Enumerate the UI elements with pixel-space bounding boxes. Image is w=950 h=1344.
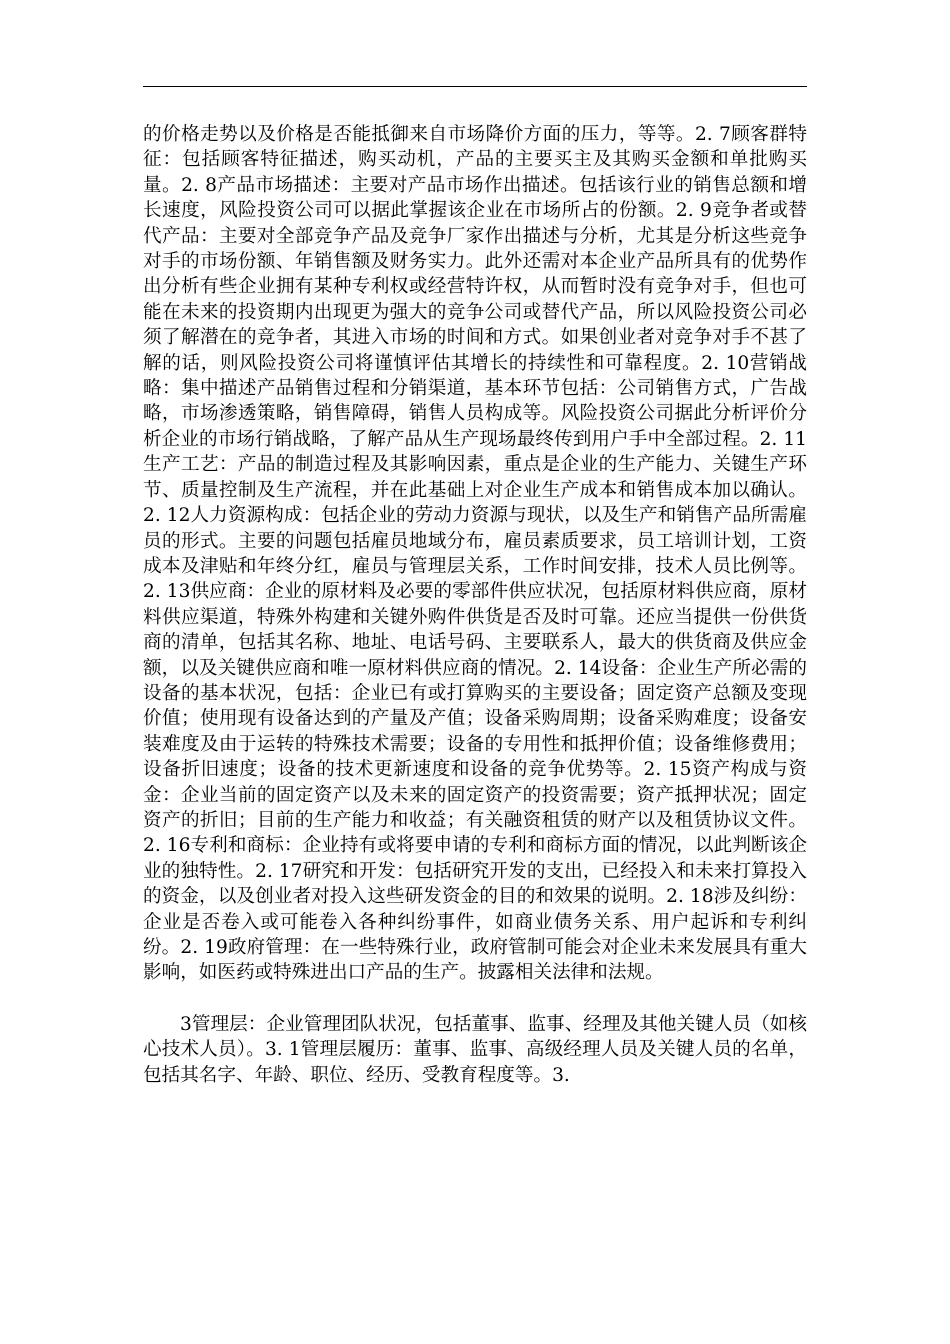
paragraph-management: 3管理层：企业管理团队状况，包括董事、监事、经理及其他关键人员（如核心技术人员）。3. 1管理层履历：董事、监事、高级经理人员及关键人员的名单，包括其名字、年龄、职位、经历、受教育程度等。3. [143,1013,807,1086]
header-rule [143,86,807,87]
document-body [143,122,807,1088]
paragraph-market-analysis: 的价格走势以及价格是否能抵御来自市场降价方面的压力，等等。2. 7顾客群特征：包括顾客特征描述，购买动机，产品的主要买主及其购买金额和单批购买量。2. 8产品市场描述：主要对产品市场作出描述。包括该行业的销售总额和增长速度，风险投资公司可以据此掌握该企业在市场所占的份额。2. 9竞争者或替代产品：主要对全部竞争产品及竞争厂家作出描述与分析，尤其是分析这些竞争对手的市场份额、年销售额及财务实力。此外还需对本企业产品所具有的优势作出分析有些企业拥有某种专利权或经营特许权，从而暂时没有竞争对手，但也可能在未来的投资期内出现更为强大的竞争公司或替代产品，所以风险投资公司必须了解潜在的竞争者，其进入市场的时间和方式。如果创业者对竞争对手不甚了解的话，则风险投资公司将谨慎评估其增长的持续性和可靠程度。2. 10营销战略：集中描述产品销售过程和分销渠道，基本环节包括：公司销售方式，广告战略，市场渗透策略，销售障碍，销售人员构成等。风险投资公司据此分析评价分析企业的市场行销战略，了解产品从生产现场最终传到用户手中全部过程。2. 11生产工艺：产品的制造过程及其影响因素，重点是企业的生产能力、关键生产环节、质量控制及生产流程，并在此基础上对企业生产成本和销售成本加以确认。2. 12人力资源构成：包括企业的劳动力资源与现状，以及生产和销售产品所需雇员的形式。主要的问题包括雇员地域分布，雇员素质要求，员工培训计划，工资成本及津贴和年终分红，雇员与管理层关系，工作时间安排，技术人员比例等。2. 13供应商：企业的原材料及必要的零部件供应状况，包括原材料供应商，原材料供应渠道，特殊外构建和关键外购件供货是否及时可靠。还应当提供一份供货商的清单，包括其名称、地址、电话号码、主要联系人，最大的供货商及供应金额，以及关键供应商和唯一原材料供应商的情况。2. 14设备：企业生产所必需的设备的基本状况，包括：企业已有或打算购买的主要设备；固定资产总额及变现价值；使用现有设备达到的产量及产值；设备采购周期；设备采购难度；设备安装难度及由于运转的特殊技术需要；设备的专用性和抵押价值；设备维修费用；设备折旧速度；设备的技术更新速度和设备的竞争优势等。2. 15资产构成与资金：企业当前的固定资产以及未来的固定资产的投资需要；资产抵押状况；固定资产的折旧；目前的生产能力和收益；有关融资租赁的财产以及租赁协议文件。2. 16专利和商标：企业持有或将要申请的专利和商标方面的情况，以此判断该企业的独特性。2. 17研究和开发：包括研究开发的支出，已经投入和未来打算投入的资金，以及创业者对投入这些研发资金的目的和效果的说明。2. 18涉及纠纷：企业是否卷入或可能卷入各种纠纷事件，如商业债务关系、用户起诉和专利纠纷。2. 19政府管理：在一些特殊行业，政府管制可能会对企业未来发展具有重大影响，如医药或特殊进出口产品的生产。披露相关法律和法规。 [143,124,807,984]
